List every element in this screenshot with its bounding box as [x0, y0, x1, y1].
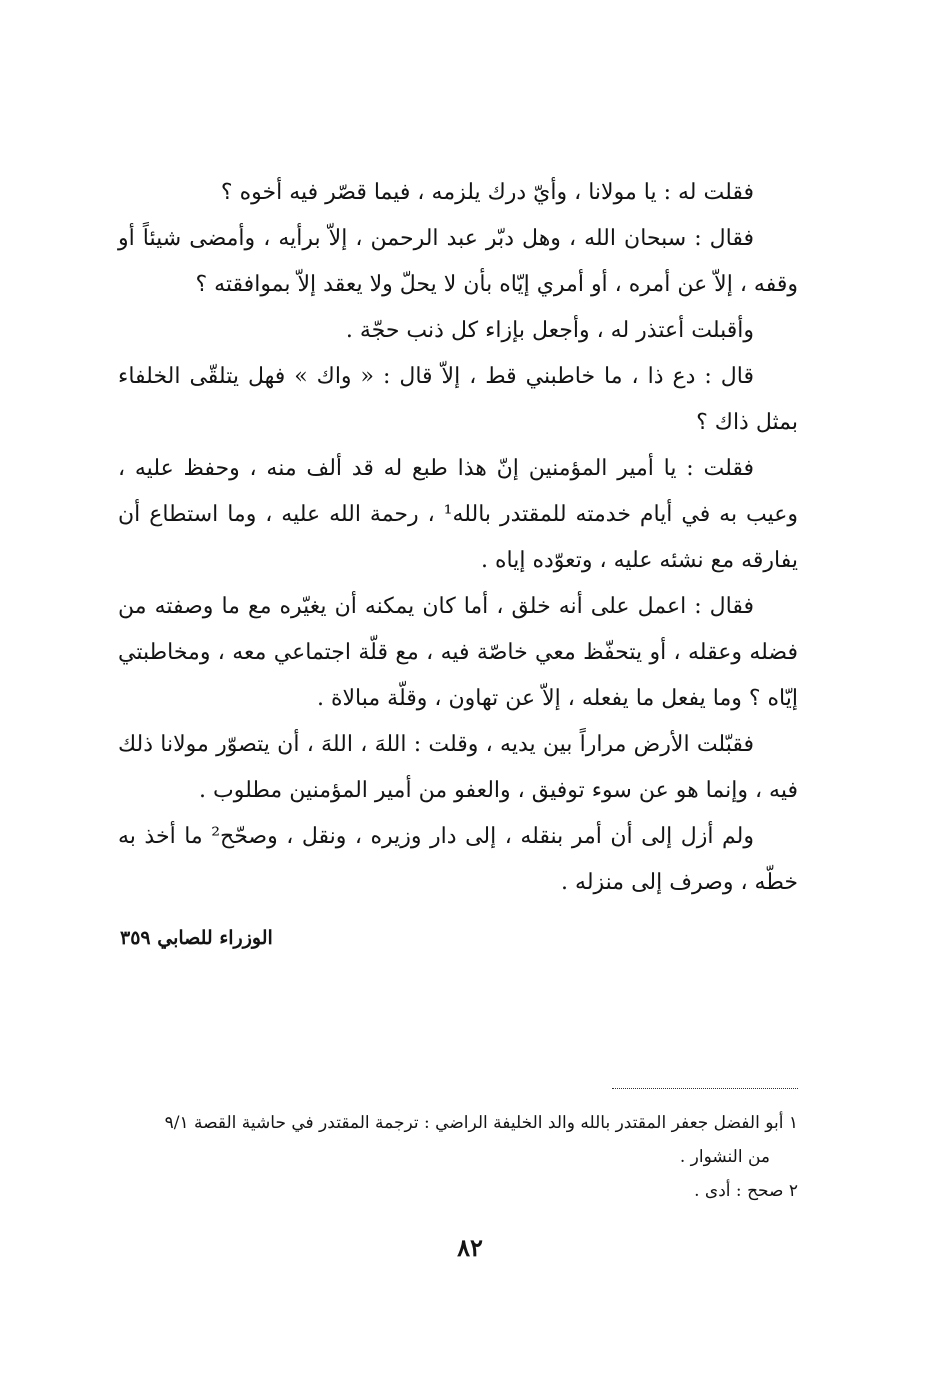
footnote-1: ١ أبو الفضل جعفر المقتدر بالله والد الخليفة الراضي : ترجمة المقتدر في حاشية القصة ٩/١	[164, 1113, 798, 1133]
source-reference: الوزراء للصابي ٣٥٩	[120, 927, 273, 949]
footnote-divider	[612, 1088, 798, 1089]
footnotes	[118, 1106, 798, 1208]
paragraph: قال : دع ذا ، ما خاطبني قط ، إلاّ قال : « واك » فهل يتلقّى الخلفاء بمثل ذاك ؟	[118, 364, 798, 435]
footnote-2: ٢ صحح : أدى .	[694, 1181, 798, 1201]
paragraph: فقال : سبحان الله ، وهل دبّر عبد الرحمن ، إلاّ برأيه ، وأمضى شيئاً أو وقفه ، إلاّ عن أمره ، أو أمري إيّاه بأن لا يحلّ ولا يعقد إلاّ بموافقته ؟	[118, 226, 798, 297]
footnote-1-continuation: من النشوار .	[679, 1147, 770, 1167]
paragraph: ولم أزل إلى أن أمر بنقله ، إلى دار وزيره ، ونقل ، وصحّح² ما أخذ به خطّه ، وصرف إلى منزله .	[118, 824, 798, 895]
paragraph: فقلت له : يا مولانا ، وأيّ درك يلزمه ، فيما قصّر فيه أخوه ؟	[220, 180, 754, 205]
paragraph: فقلت : يا أمير المؤمنين إنّ هذا طبع له قد ألف منه ، وحفظ عليه ، وعيب به في أيام خدمته للمقتدر بالله¹ ، رحمة الله عليه ، وما استطاع أن يفارقه مع نشئه عليه ، وتعوّده إياه .	[118, 456, 798, 573]
paragraph: فقال : اعمل على أنه خلق ، أما كان يمكنه أن يغيّره مع ما وصفته من فضله وعقله ، أو يتحفّظ معي خاصّة فيه ، مع قلّة اجتماعي معه ، ومخاطبتي إيّاه ؟ وما يفعل ما يفعله ، إلاّ عن تهاون ، وقلّة مبالاة .	[118, 594, 798, 711]
main-text-block	[118, 170, 798, 906]
paragraph: فقبّلت الأرض مراراً بين يديه ، وقلت : اللهَ ، اللهَ ، أن يتصوّر مولانا ذلك فيه ، وإنما هو عن سوء توفيق ، والعفو من أمير المؤمنين مطلوب .	[118, 732, 798, 803]
page-number: ٨٢	[457, 1233, 483, 1262]
paragraph: وأقبلت أعتذر له ، وأجعل بإزاء كل ذنب حجّة .	[345, 318, 754, 343]
